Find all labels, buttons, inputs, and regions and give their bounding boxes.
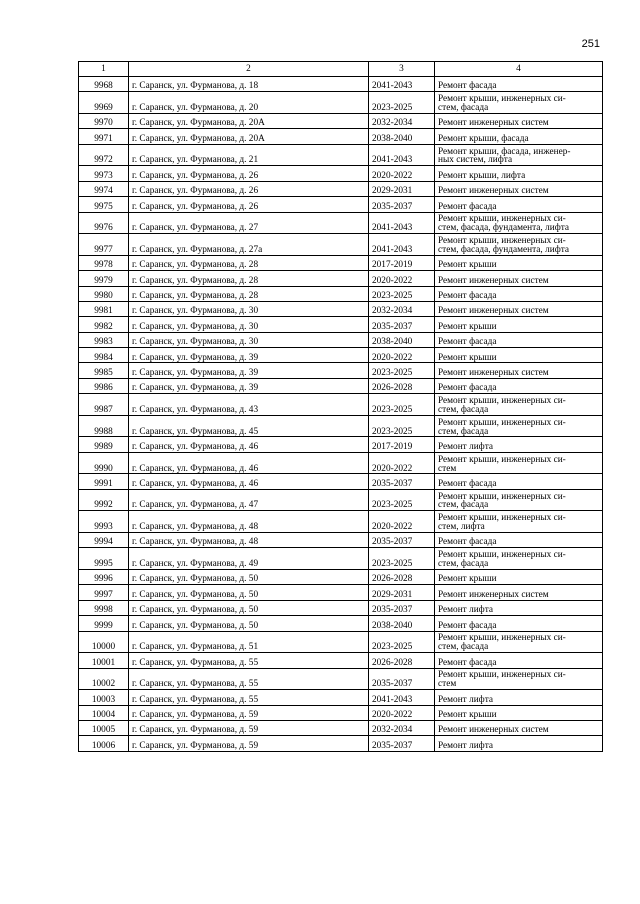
row-number-cell: 9975 — [79, 197, 129, 212]
period-cell: 2032-2034 — [369, 720, 435, 735]
work-type-cell: Ремонт крыши, инженерных си- стем, фасада — [435, 92, 603, 114]
column-header: 1 — [79, 62, 129, 77]
work-type-cell: Ремонт лифта — [435, 690, 603, 705]
table-row — [79, 378, 603, 393]
work-type-cell: Ремонт крыши — [435, 569, 603, 584]
period-cell: 2041-2043 — [369, 144, 435, 166]
work-type-cell: Ремонт крыши — [435, 317, 603, 332]
work-type-cell: Ремонт фасада — [435, 616, 603, 631]
period-cell: 2020-2022 — [369, 511, 435, 533]
row-number-cell: 9996 — [79, 569, 129, 584]
table-row — [79, 616, 603, 631]
table-row — [79, 511, 603, 533]
table-row — [79, 489, 603, 511]
work-type-cell: Ремонт инженерных систем — [435, 113, 603, 128]
row-number-cell: 9998 — [79, 600, 129, 615]
address-cell: г. Саранск, ул. Фурманова, д. 27 — [129, 212, 369, 234]
row-number-cell: 9979 — [79, 271, 129, 286]
table-row — [79, 585, 603, 600]
row-number-cell: 9968 — [79, 77, 129, 92]
address-cell: г. Саранск, ул. Фурманова, д. 50 — [129, 585, 369, 600]
work-type-cell: Ремонт крыши, фасада — [435, 129, 603, 144]
address-cell: г. Саранск, ул. Фурманова, д. 28 — [129, 271, 369, 286]
column-header: 2 — [129, 62, 369, 77]
address-cell: г. Саранск, ул. Фурманова, д. 43 — [129, 394, 369, 416]
table-row — [79, 301, 603, 316]
row-number-cell: 9970 — [79, 113, 129, 128]
repair-schedule-table — [78, 61, 603, 752]
row-number-cell: 9971 — [79, 129, 129, 144]
address-cell: г. Саранск, ул. Фурманова, д. 55 — [129, 653, 369, 668]
table-row — [79, 166, 603, 181]
work-type-cell: Ремонт инженерных систем — [435, 181, 603, 196]
table-row — [79, 77, 603, 92]
row-number-cell: 10006 — [79, 736, 129, 751]
period-cell: 2023-2025 — [369, 415, 435, 437]
period-cell: 2023-2025 — [369, 394, 435, 416]
table-header-row — [79, 62, 603, 77]
period-cell: 2035-2037 — [369, 474, 435, 489]
table-row — [79, 569, 603, 584]
row-number-cell: 9984 — [79, 348, 129, 363]
table-row — [79, 653, 603, 668]
table-row — [79, 113, 603, 128]
row-number-cell: 9972 — [79, 144, 129, 166]
period-cell: 2020-2022 — [369, 166, 435, 181]
row-number-cell: 9986 — [79, 378, 129, 393]
row-number-cell: 9976 — [79, 212, 129, 234]
work-type-cell: Ремонт крыши, инженерных си- стем, лифта — [435, 511, 603, 533]
row-number-cell: 9978 — [79, 255, 129, 270]
address-cell: г. Саранск, ул. Фурманова, д. 46 — [129, 474, 369, 489]
address-cell: г. Саранск, ул. Фурманова, д. 55 — [129, 690, 369, 705]
work-type-cell: Ремонт крыши, фасада, инженер- ных систем, лифта — [435, 144, 603, 166]
address-cell: г. Саранск, ул. Фурманова, д. 30 — [129, 301, 369, 316]
address-cell: г. Саранск, ул. Фурманова, д. 30 — [129, 317, 369, 332]
row-number-cell: 9991 — [79, 474, 129, 489]
work-type-cell: Ремонт фасада — [435, 532, 603, 547]
work-type-cell: Ремонт лифта — [435, 600, 603, 615]
address-cell: г. Саранск, ул. Фурманова, д. 26 — [129, 197, 369, 212]
table-row — [79, 720, 603, 735]
period-cell: 2035-2037 — [369, 532, 435, 547]
row-number-cell: 9992 — [79, 489, 129, 511]
row-number-cell: 10000 — [79, 631, 129, 653]
row-number-cell: 9969 — [79, 92, 129, 114]
table-row — [79, 332, 603, 347]
work-type-cell: Ремонт фасада — [435, 197, 603, 212]
period-cell: 2035-2037 — [369, 668, 435, 690]
table-row — [79, 631, 603, 653]
period-cell: 2038-2040 — [369, 616, 435, 631]
address-cell: г. Саранск, ул. Фурманова, д. 51 — [129, 631, 369, 653]
table-row — [79, 532, 603, 547]
address-cell: г. Саранск, ул. Фурманова, д. 28 — [129, 255, 369, 270]
table-row — [79, 212, 603, 234]
address-cell: г. Саранск, ул. Фурманова, д. 50 — [129, 600, 369, 615]
period-cell: 2032-2034 — [369, 113, 435, 128]
period-cell: 2026-2028 — [369, 569, 435, 584]
work-type-cell: Ремонт лифта — [435, 736, 603, 751]
table-row — [79, 197, 603, 212]
address-cell: г. Саранск, ул. Фурманова, д. 21 — [129, 144, 369, 166]
work-type-cell: Ремонт крыши, инженерных си- стем, фасада — [435, 489, 603, 511]
period-cell: 2023-2025 — [369, 489, 435, 511]
period-cell: 2041-2043 — [369, 212, 435, 234]
table-row — [79, 736, 603, 751]
row-number-cell: 9974 — [79, 181, 129, 196]
work-type-cell: Ремонт фасада — [435, 77, 603, 92]
address-cell: г. Саранск, ул. Фурманова, д. 45 — [129, 415, 369, 437]
address-cell: г. Саранск, ул. Фурманова, д. 20А — [129, 129, 369, 144]
address-cell: г. Саранск, ул. Фурманова, д. 20А — [129, 113, 369, 128]
work-type-cell: Ремонт лифта — [435, 437, 603, 452]
period-cell: 2017-2019 — [369, 255, 435, 270]
column-header: 3 — [369, 62, 435, 77]
table-row — [79, 452, 603, 474]
table-row — [79, 437, 603, 452]
work-type-cell: Ремонт фасада — [435, 378, 603, 393]
address-cell: г. Саранск, ул. Фурманова, д. 39 — [129, 363, 369, 378]
work-type-cell: Ремонт крыши, инженерных си- стем, фасада — [435, 631, 603, 653]
period-cell: 2035-2037 — [369, 736, 435, 751]
period-cell: 2020-2022 — [369, 705, 435, 720]
period-cell: 2035-2037 — [369, 600, 435, 615]
address-cell: г. Саранск, ул. Фурманова, д. 28 — [129, 286, 369, 301]
table-row — [79, 255, 603, 270]
period-cell: 2041-2043 — [369, 690, 435, 705]
work-type-cell: Ремонт инженерных систем — [435, 585, 603, 600]
work-type-cell: Ремонт крыши — [435, 348, 603, 363]
period-cell: 2026-2028 — [369, 653, 435, 668]
row-number-cell: 9985 — [79, 363, 129, 378]
work-type-cell: Ремонт инженерных систем — [435, 301, 603, 316]
address-cell: г. Саранск, ул. Фурманова, д. 59 — [129, 720, 369, 735]
table-row — [79, 348, 603, 363]
row-number-cell: 10001 — [79, 653, 129, 668]
row-number-cell: 9980 — [79, 286, 129, 301]
work-type-cell: Ремонт крыши — [435, 255, 603, 270]
period-cell: 2023-2025 — [369, 631, 435, 653]
period-cell: 2026-2028 — [369, 378, 435, 393]
period-cell: 2020-2022 — [369, 271, 435, 286]
address-cell: г. Саранск, ул. Фурманова, д. 46 — [129, 437, 369, 452]
row-number-cell: 9989 — [79, 437, 129, 452]
table-row — [79, 394, 603, 416]
table-row — [79, 705, 603, 720]
period-cell: 2023-2025 — [369, 286, 435, 301]
row-number-cell: 9999 — [79, 616, 129, 631]
row-number-cell: 9983 — [79, 332, 129, 347]
work-type-cell: Ремонт фасада — [435, 332, 603, 347]
period-cell: 2023-2025 — [369, 548, 435, 570]
work-type-cell: Ремонт крыши, инженерных си- стем — [435, 452, 603, 474]
period-cell: 2035-2037 — [369, 197, 435, 212]
work-type-cell: Ремонт крыши, инженерных си- стем, фасада, фундамента, лифта — [435, 212, 603, 234]
address-cell: г. Саранск, ул. Фурманова, д. 47 — [129, 489, 369, 511]
table-row — [79, 271, 603, 286]
address-cell: г. Саранск, ул. Фурманова, д. 46 — [129, 452, 369, 474]
address-cell: г. Саранск, ул. Фурманова, д. 39 — [129, 378, 369, 393]
work-type-cell: Ремонт крыши, инженерных си- стем, фасада — [435, 394, 603, 416]
address-cell: г. Саранск, ул. Фурманова, д. 48 — [129, 511, 369, 533]
address-cell: г. Саранск, ул. Фурманова, д. 59 — [129, 705, 369, 720]
work-type-cell: Ремонт фасада — [435, 653, 603, 668]
table-row — [79, 92, 603, 114]
period-cell: 2029-2031 — [369, 585, 435, 600]
period-cell: 2035-2037 — [369, 317, 435, 332]
table-row — [79, 600, 603, 615]
address-cell: г. Саранск, ул. Фурманова, д. 59 — [129, 736, 369, 751]
page-number: 251 — [581, 38, 600, 50]
table-row — [79, 181, 603, 196]
period-cell: 2020-2022 — [369, 348, 435, 363]
row-number-cell: 10004 — [79, 705, 129, 720]
period-cell: 2023-2025 — [369, 92, 435, 114]
address-cell: г. Саранск, ул. Фурманова, д. 50 — [129, 569, 369, 584]
table-row — [79, 286, 603, 301]
period-cell: 2020-2022 — [369, 452, 435, 474]
column-header: 4 — [435, 62, 603, 77]
row-number-cell: 9995 — [79, 548, 129, 570]
work-type-cell: Ремонт крыши, инженерных си- стем, фасада — [435, 415, 603, 437]
address-cell: г. Саранск, ул. Фурманова, д. 26 — [129, 166, 369, 181]
work-type-cell: Ремонт крыши — [435, 705, 603, 720]
address-cell: г. Саранск, ул. Фурманова, д. 48 — [129, 532, 369, 547]
period-cell: 2038-2040 — [369, 332, 435, 347]
table-row — [79, 129, 603, 144]
work-type-cell: Ремонт крыши, инженерных си- стем, фасада — [435, 548, 603, 570]
table-row — [79, 144, 603, 166]
table-row — [79, 415, 603, 437]
period-cell: 2041-2043 — [369, 77, 435, 92]
work-type-cell: Ремонт инженерных систем — [435, 720, 603, 735]
row-number-cell: 10005 — [79, 720, 129, 735]
table-row — [79, 668, 603, 690]
work-type-cell: Ремонт инженерных систем — [435, 363, 603, 378]
address-cell: г. Саранск, ул. Фурманова, д. 20 — [129, 92, 369, 114]
table-row — [79, 234, 603, 256]
address-cell: г. Саранск, ул. Фурманова, д. 18 — [129, 77, 369, 92]
table-row — [79, 363, 603, 378]
row-number-cell: 10002 — [79, 668, 129, 690]
row-number-cell: 9988 — [79, 415, 129, 437]
row-number-cell: 9993 — [79, 511, 129, 533]
work-type-cell: Ремонт инженерных систем — [435, 271, 603, 286]
address-cell: г. Саранск, ул. Фурманова, д. 50 — [129, 616, 369, 631]
address-cell: г. Саранск, ул. Фурманова, д. 30 — [129, 332, 369, 347]
row-number-cell: 9981 — [79, 301, 129, 316]
address-cell: г. Саранск, ул. Фурманова, д. 55 — [129, 668, 369, 690]
row-number-cell: 9973 — [79, 166, 129, 181]
row-number-cell: 9987 — [79, 394, 129, 416]
period-cell: 2023-2025 — [369, 363, 435, 378]
row-number-cell: 9994 — [79, 532, 129, 547]
work-type-cell: Ремонт фасада — [435, 286, 603, 301]
row-number-cell: 9977 — [79, 234, 129, 256]
period-cell: 2029-2031 — [369, 181, 435, 196]
period-cell: 2038-2040 — [369, 129, 435, 144]
table-row — [79, 690, 603, 705]
table-row — [79, 474, 603, 489]
period-cell: 2041-2043 — [369, 234, 435, 256]
work-type-cell: Ремонт крыши, лифта — [435, 166, 603, 181]
table-body — [79, 77, 603, 752]
row-number-cell: 9990 — [79, 452, 129, 474]
address-cell: г. Саранск, ул. Фурманова, д. 27а — [129, 234, 369, 256]
period-cell: 2032-2034 — [369, 301, 435, 316]
work-type-cell: Ремонт крыши, инженерных си- стем — [435, 668, 603, 690]
address-cell: г. Саранск, ул. Фурманова, д. 49 — [129, 548, 369, 570]
work-type-cell: Ремонт фасада — [435, 474, 603, 489]
row-number-cell: 9982 — [79, 317, 129, 332]
work-type-cell: Ремонт крыши, инженерных си- стем, фасада, фундамента, лифта — [435, 234, 603, 256]
row-number-cell: 10003 — [79, 690, 129, 705]
row-number-cell: 9997 — [79, 585, 129, 600]
table-row — [79, 548, 603, 570]
period-cell: 2017-2019 — [369, 437, 435, 452]
address-cell: г. Саранск, ул. Фурманова, д. 26 — [129, 181, 369, 196]
table-row — [79, 317, 603, 332]
address-cell: г. Саранск, ул. Фурманова, д. 39 — [129, 348, 369, 363]
